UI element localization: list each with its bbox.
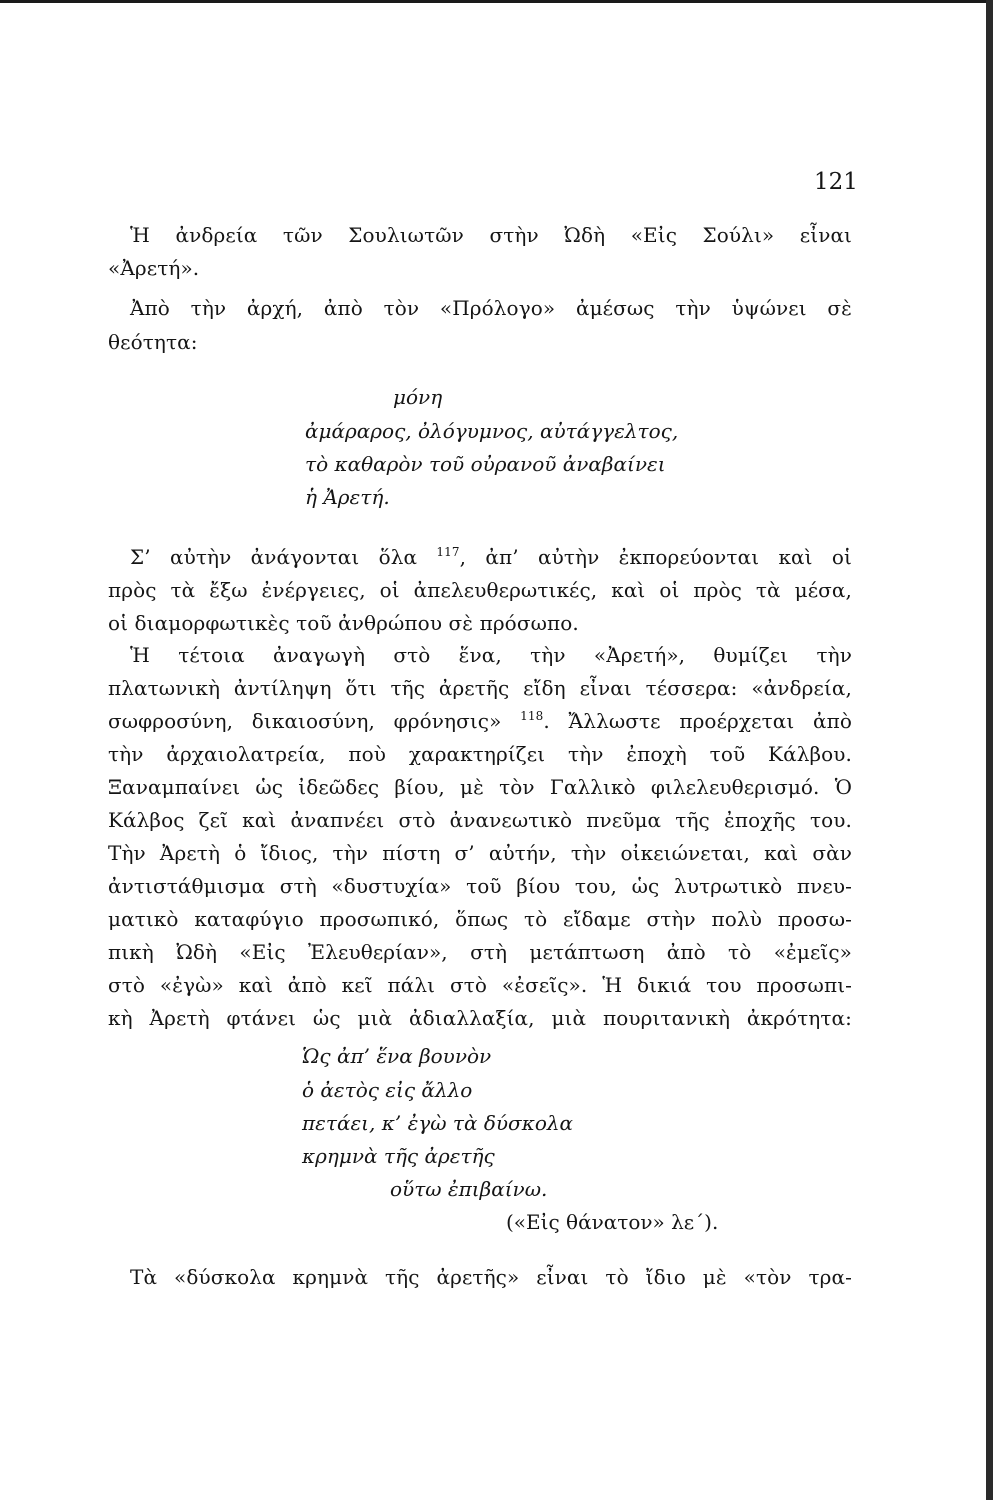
- verse-citation: («Εἰς θάνατον» λε΄).: [506, 1210, 719, 1234]
- verse-line: Ὡς ἀπ’ ἕνα βουνὸν: [302, 1044, 492, 1068]
- text-line: Ἡ ἀνδρεία τῶν Σουλιωτῶν στὴν Ὠδὴ «Εἰς Σούλι» εἶναι: [130, 223, 852, 247]
- text-line: «Ἀρετή».: [108, 256, 200, 280]
- verse-line: ἀμάραρος, ὀλόγυμνος, αὐτάγγελτος,: [305, 419, 679, 443]
- text-segment: . Ἄλλωστε προέρχεται ἀπὸ: [543, 709, 852, 733]
- text-line: [108, 542, 852, 573]
- verse-line: ἡ Ἀρετή.: [305, 485, 390, 509]
- scan-right-edge: [986, 0, 993, 1500]
- text-line: ματικὸ καταφύγιο προσωπικό, ὅπως τὸ εἴδαμε στὴν πολὺ προσω-: [108, 907, 852, 931]
- footnote-ref-117: 117: [436, 545, 460, 559]
- text-line: Κάλβος ζεῖ καὶ ἀναπνέει στὸ ἀνανεωτικὸ πνεῦμα τῆς ἐποχῆς του.: [108, 808, 852, 832]
- verse-line: κρημνὰ τῆς ἀρετῆς: [302, 1144, 495, 1168]
- page-number: 121: [814, 169, 858, 195]
- verse-line: τὸ καθαρὸν τοῦ οὐρανοῦ ἀναβαίνει: [305, 452, 666, 476]
- text-line: τὴν ἀρχαιολατρεία, ποὺ χαρακτηρίζει τὴν ἐποχὴ τοῦ Κάλβου.: [108, 742, 852, 766]
- verse-line: οὕτω ἐπιβαίνω.: [390, 1177, 548, 1201]
- scan-top-edge: [0, 0, 993, 3]
- text-line: Τὴν Ἀρετὴ ὁ ἴδιος, τὴν πίστη σ’ αὐτήν, τὴν οἰκειώνεται, καὶ σὰν: [108, 841, 852, 865]
- text-line: οἱ διαμορφωτικὲς τοῦ ἀνθρώπου σὲ πρόσωπο.: [108, 611, 579, 635]
- text-line: πλατωνικὴ ἀντίληψη ὅτι τῆς ἀρετῆς εἴδη εἶναι τέσσερα: «ἀνδρεία,: [108, 676, 852, 700]
- text-line: Ξαναμπαίνει ὡς ἰδεῶδες βίου, μὲ τὸν Γαλλικὸ φιλελευθερισμό. Ὁ: [108, 775, 852, 799]
- text-segment: , ἀπ’ αὐτὴν ἐκπορεύονται καὶ οἱ: [459, 545, 852, 569]
- text-line: Ἀπὸ τὴν ἀρχή, ἀπὸ τὸν «Πρόλογο» ἀμέσως τὴν ὑψώνει σὲ: [130, 296, 852, 320]
- text-line: κὴ Ἀρετὴ φτάνει ὡς μιὰ ἀδιαλλαξία, μιὰ πουριτανικὴ ἀκρότητα:: [108, 1006, 852, 1030]
- text-line: θεότητα:: [108, 330, 198, 354]
- text-line: πρὸς τὰ ἔξω ἐνέργειες, οἱ ἀπελευθερωτικές, καὶ οἱ πρὸς τὰ μέσα,: [108, 578, 852, 602]
- text-segment: Σ’ αὐτὴν ἀνάγονται ὅλα: [130, 545, 418, 569]
- verse-line: ὁ ἀετὸς εἰς ἄλλο: [302, 1078, 473, 1102]
- text-line: πικὴ Ὠδὴ «Εἰς Ἐλευθερίαν», στὴ μετάπτωση ἀπὸ τὸ «ἐμεῖς»: [108, 940, 852, 964]
- verse-line: πετάει, κ’ ἐγὼ τὰ δύσκολα: [302, 1111, 574, 1135]
- text-line: στὸ «ἐγὼ» καὶ ἀπὸ κεῖ πάλι στὸ «ἐσεῖς». Ἡ δικιά του προσωπι-: [108, 973, 852, 997]
- text-line: [108, 706, 852, 737]
- verse-line: μόνη: [393, 385, 443, 409]
- text-line: Τὰ «δύσκολα κρημνὰ τῆς ἀρετῆς» εἶναι τὸ ἴδιο μὲ «τὸν τρα-: [130, 1265, 852, 1289]
- book-page: [108, 165, 858, 1325]
- text-line: ἀντιστάθμισμα στὴ «δυστυχία» τοῦ βίου του, ὡς λυτρωτικὸ πνευ-: [108, 874, 852, 898]
- text-segment: σωφροσύνη, δικαιοσύνη, φρόνησις»: [108, 709, 502, 733]
- footnote-ref-118: 118: [520, 709, 544, 723]
- text-line: Ἡ τέτοια ἀναγωγὴ στὸ ἕνα, τὴν «Ἀρετή», θυμίζει τὴν: [130, 643, 852, 667]
